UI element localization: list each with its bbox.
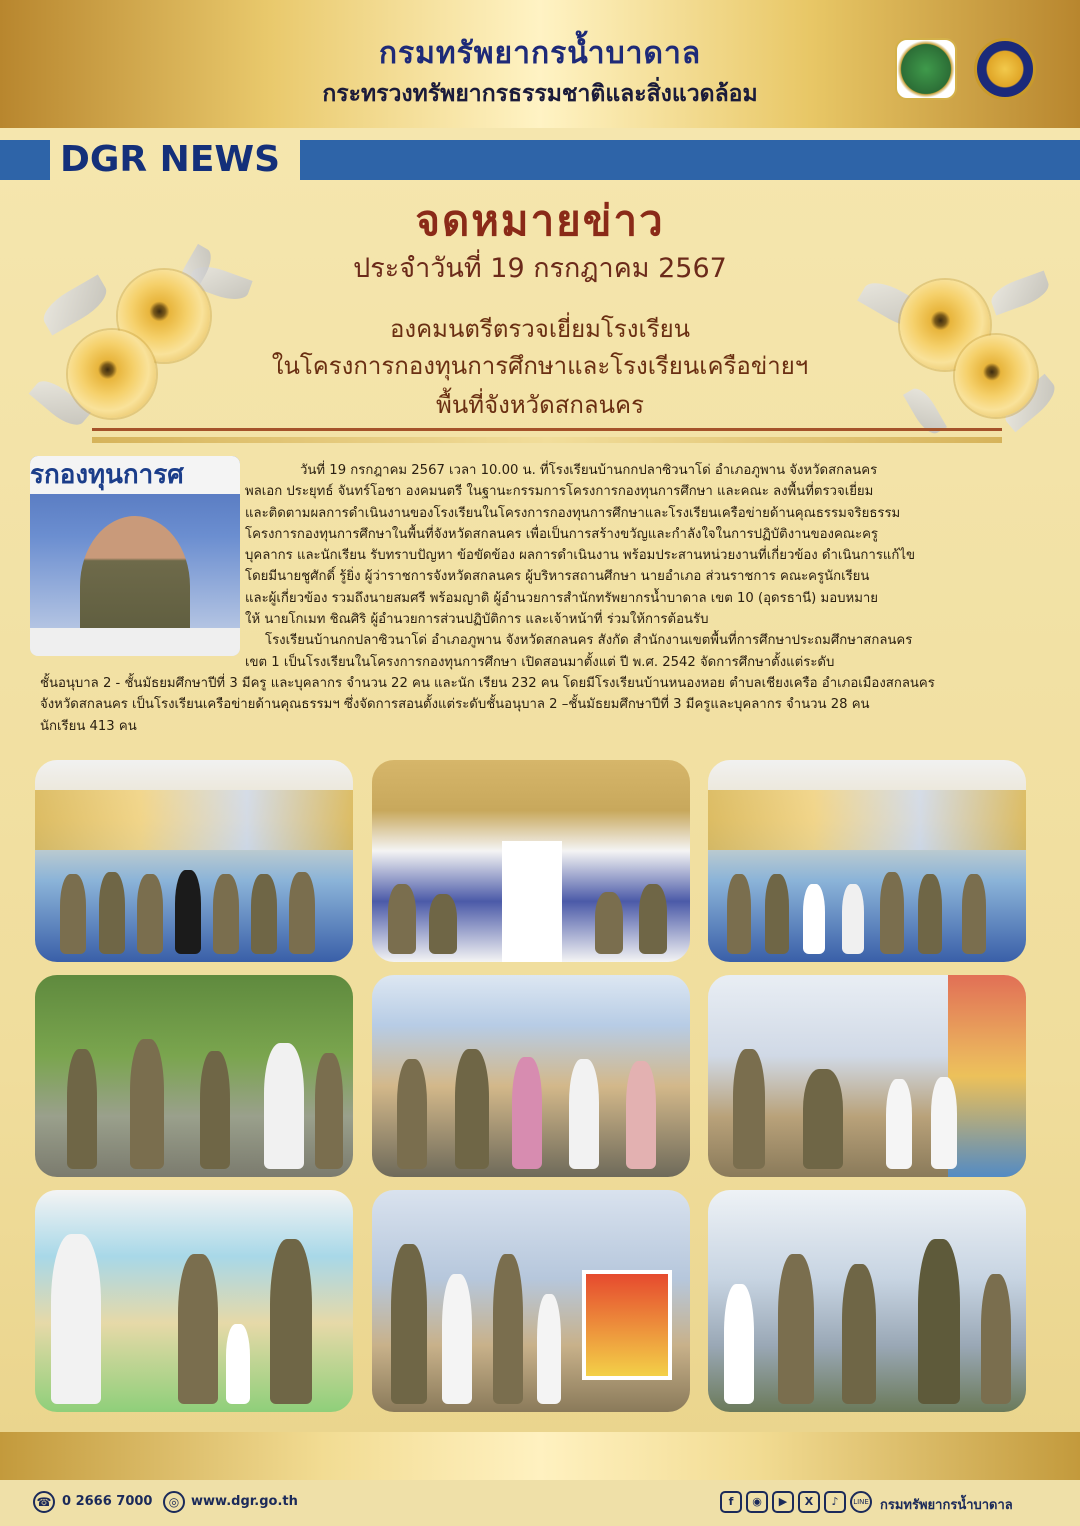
article-line: ชั้นอนุบาล 2 - ชั้นมัธยมศึกษาปีที่ 3 มีครู และบุคลากร จำนวน 22 คน และนัก เรียน 232 คน โดยมีโรงเรียนบ้านหนองหอย ตำบลเชียงเครือ อำเภอเมืองสกลนคร: [40, 676, 935, 691]
globe-icon: ◎: [163, 1491, 185, 1513]
news-bar-title: DGR NEWS: [60, 139, 281, 180]
sub-headline-line2: ในโครงการกองทุนการศึกษาและโรงเรียนเครือข่ายฯ: [271, 352, 809, 380]
article-line: จังหวัดสกลนคร เป็นโรงเรียนเครือข่ายด้านคุณธรรมฯ ซึ่งจัดการสอนตั้งแต่ระดับชั้นอนุบาล 2 –ชั้นมัธยมศึกษาปีที่ 3 มีครูและบุคลากร จำนวน 28 คน: [40, 697, 870, 713]
privy-councilor-photo: [30, 456, 240, 656]
article-paragraph-1: [245, 460, 990, 673]
article-line: โรงเรียนบ้านกกปลาซิวนาโด่ อำเภอภูพาน จังหวัดสกลนคร สังกัด สำนักงานเขตพื้นที่การศึกษาประถมศึกษาสกลนคร: [265, 633, 913, 649]
footer: [0, 1480, 1080, 1526]
line-icon[interactable]: LINE: [850, 1491, 872, 1513]
date-line: ประจำวันที่ 19 กรกฎาคม 2567: [353, 253, 727, 284]
ministry-seal-icon: [974, 38, 1036, 100]
dgr-logo-icon: [895, 38, 957, 100]
tiktok-icon[interactable]: ♪: [824, 1491, 846, 1513]
youtube-icon[interactable]: ▶: [772, 1491, 794, 1513]
sub-headline-line1: องคมนตรีตรวจเยี่ยมโรงเรียน: [389, 315, 691, 343]
sub-headline-line3: พื้นที่จังหวัดสกลนคร: [436, 391, 644, 419]
x-twitter-icon[interactable]: X: [798, 1491, 820, 1513]
photo-banner-text: รกองทุนการศ: [30, 456, 240, 494]
article-line: เขต 1 เป็นโรงเรียนในโครงการกองทุนการศึกษา เปิดสอนมาตั้งแต่ ปี พ.ศ. 2542 จัดการศึกษาตั้งแต่ระดับ: [245, 654, 835, 670]
event-photo-7: [35, 1190, 353, 1412]
photo-desk: [30, 628, 240, 656]
footer-phone: 0 2666 7000: [62, 1494, 153, 1509]
facebook-icon[interactable]: f: [720, 1491, 742, 1513]
ministry-name: กระทรวงทรัพยากรธรรมชาติและสิ่งแวดล้อม: [322, 81, 758, 107]
divider-rule: [92, 428, 1002, 431]
divider-rule-gold: [92, 437, 1002, 443]
headline: จดหมายข่าว: [415, 196, 665, 245]
article-line: โครงการกองทุนการศึกษาในพื้นที่จังหวัดสกลนคร เพื่อเป็นการสร้างขวัญและกำลังใจในการปฏิบัติงานของคณะครู: [245, 526, 879, 542]
article-line: และผู้เกี่ยวข้อง รวมถึงนายสมศรี พร้อมญาติ ผู้อำนวยการสำนักทรัพยากรน้ำบาดาล เขต 10 (อุดรธานี) มอบหมาย: [245, 590, 879, 606]
header-band: [0, 0, 1080, 128]
article-line: พลเอก ประยุทธ์ จันทร์โอชา องคมนตรี ในฐานะกรรมการโครงการกองทุนการศึกษา และคณะ ลงพื้นที่ตรวจเยี่ยม: [245, 484, 874, 500]
article-paragraph-2: [40, 673, 990, 737]
article-line: บุคลากร และนักเรียน รับทราบปัญหา ข้อขัดข้อง ผลการดำเนินงาน พร้อมประสานหน่วยงานที่เกี่ยวข้อง ดำเนินการแก้ไข: [245, 548, 916, 564]
event-photo-6: [708, 975, 1026, 1177]
org-name: กรมทรัพยากรน้ำบาดาล: [378, 36, 702, 71]
article-line: และติดตามผลการดำเนินงานของโรงเรียนในโครงการกองทุนการศึกษาและโรงเรียนเครือข่ายด้านคุณธรรมจริยธรรม: [245, 505, 901, 521]
event-photo-9: [708, 1190, 1026, 1412]
article-line: วันที่ 19 กรกฎาคม 2567 เวลา 10.00 น. ที่โรงเรียนบ้านกกปลาซิวนาโด่ อำเภอภูพาน จังหวัดสกลนคร: [300, 463, 878, 478]
instagram-icon[interactable]: ◉: [746, 1491, 768, 1513]
article-line: ให้ นายโกเมท ชิณศิริ ผู้อำนวยการส่วนปฏิบัติการ และเจ้าหน้าที่ ร่วมให้การต้อนรับ: [245, 612, 709, 628]
news-bar-accent-left: [0, 140, 50, 180]
footer-website[interactable]: www.dgr.go.th: [191, 1494, 298, 1509]
event-photo-4: [35, 975, 353, 1177]
news-bar-accent-right: [300, 140, 1080, 180]
event-photo-3: [708, 760, 1026, 962]
footer-social-label: กรมทรัพยากรน้ำบาดาล: [880, 1498, 1013, 1513]
article-line: นักเรียน 413 คน: [40, 718, 137, 734]
event-photo-2: [372, 760, 690, 962]
article-line: โดยมีนายชูศักดิ์ รู้ยิ่ง ผู้ว่าราชการจังหวัดสกลนคร ผู้บริหารสถานศึกษา นายอำเภอ ส่วนราชการ คณะครูนักเรียน: [245, 569, 870, 585]
event-photo-5: [372, 975, 690, 1177]
footer-gold-band: [0, 1432, 1080, 1480]
event-photo-1: [35, 760, 353, 962]
phone-icon: ☎: [33, 1491, 55, 1513]
event-photo-8: [372, 1190, 690, 1412]
